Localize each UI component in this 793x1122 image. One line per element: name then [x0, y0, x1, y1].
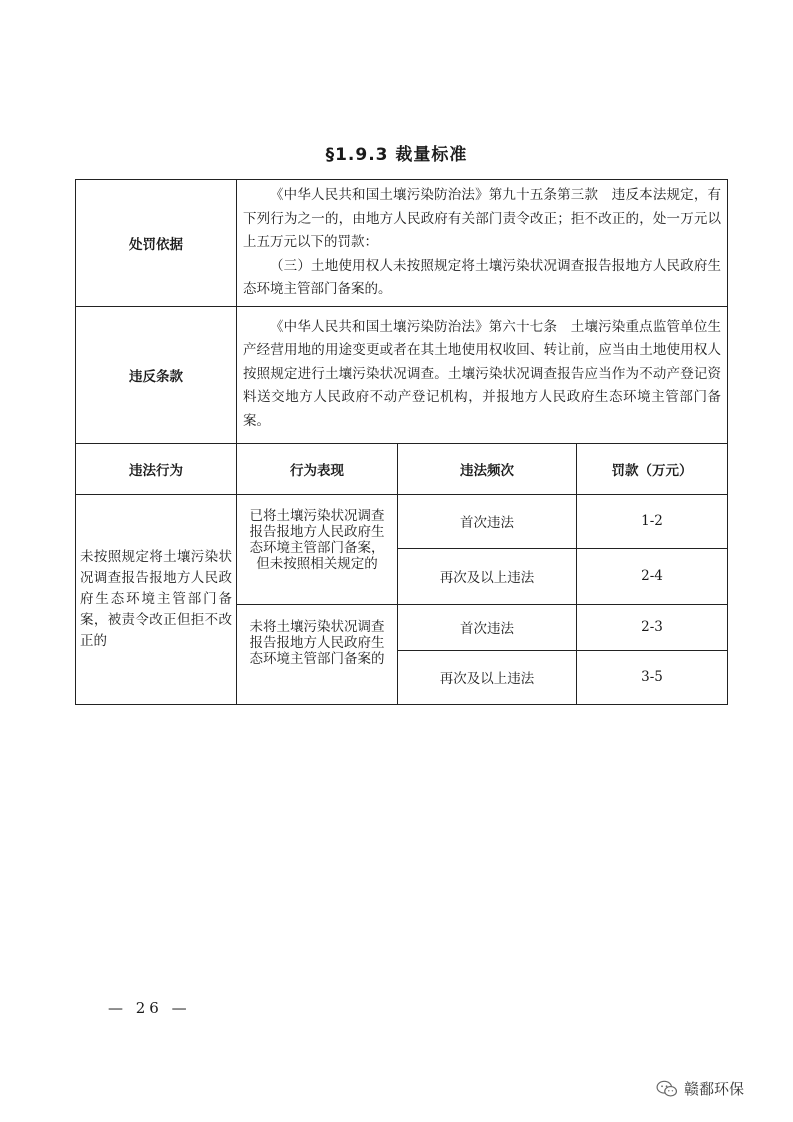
- violated-label: 违反条款: [76, 306, 237, 443]
- watermark-text: 赣鄱环保: [684, 1080, 745, 1098]
- frequency-cell: 再次及以上违法: [398, 548, 577, 604]
- frequency-cell: 首次违法: [398, 604, 577, 650]
- basis-label: 处罚依据: [76, 180, 237, 307]
- column-header-behavior: 违法行为: [76, 443, 237, 494]
- violated-row: [76, 306, 728, 443]
- violated-paragraph: 《中华人民共和国土壤污染防治法》第六十七条 土壤污染重点监管单位生产经营用地的用途变更或者在其土地使用权收回、转让前，应当由土地使用权人按照规定进行土壤污染状况调查。土壤污染状况调查报告应当作为不动产登记资料送交地方人民政府不动产登记机构，并报地方人民政府生态环境主管部门备案。: [243, 318, 722, 429]
- frequency-cell: 再次及以上违法: [398, 650, 577, 704]
- fine-cell: 1-2: [577, 494, 728, 548]
- basis-row: [76, 180, 728, 307]
- page-number: — 26 —: [108, 999, 191, 1017]
- fine-cell: 2-4: [577, 548, 728, 604]
- column-header-performance: 行为表现: [237, 443, 398, 494]
- section-title: §1.9.3 裁量标准: [325, 145, 468, 165]
- fine-cell: 2-3: [577, 604, 728, 650]
- violated-content: [237, 306, 728, 443]
- behavior-cell: 未按照规定将土壤污染状况调查报告报地方人民政府生态环境主管部门备案，被责令改正但拒不改正的: [76, 494, 237, 704]
- column-header-row: [76, 443, 728, 494]
- basis-content: [237, 180, 728, 307]
- basis-paragraph-1: 《中华人民共和国土壤污染防治法》第九十五条第三款 违反本法规定，有下列行为之一的，由地方人民政府有关部门责令改正；拒不改正的，处一万元以上五万元以下的罚款：: [243, 187, 722, 250]
- column-header-frequency: 违法频次: [398, 443, 577, 494]
- column-header-fine: 罚款（万元）: [577, 443, 728, 494]
- performance-cell: 未将土壤污染状况调查报告报地方人民政府生态环境主管部门备案的: [237, 604, 398, 704]
- frequency-cell: 首次违法: [398, 494, 577, 548]
- performance-cell: 已将土壤污染状况调查报告报地方人民政府生态环境主管部门备案，但未按照相关规定的: [237, 494, 398, 604]
- watermark: [656, 1078, 744, 1099]
- table-row: [76, 494, 728, 548]
- wechat-icon: [656, 1080, 678, 1098]
- penalty-standard-table: [75, 179, 728, 705]
- basis-paragraph-2: （三）土地使用权人未按照规定将土壤污染状况调查报告报地方人民政府生态环境主管部门备案的。: [243, 257, 722, 297]
- fine-cell: 3-5: [577, 650, 728, 704]
